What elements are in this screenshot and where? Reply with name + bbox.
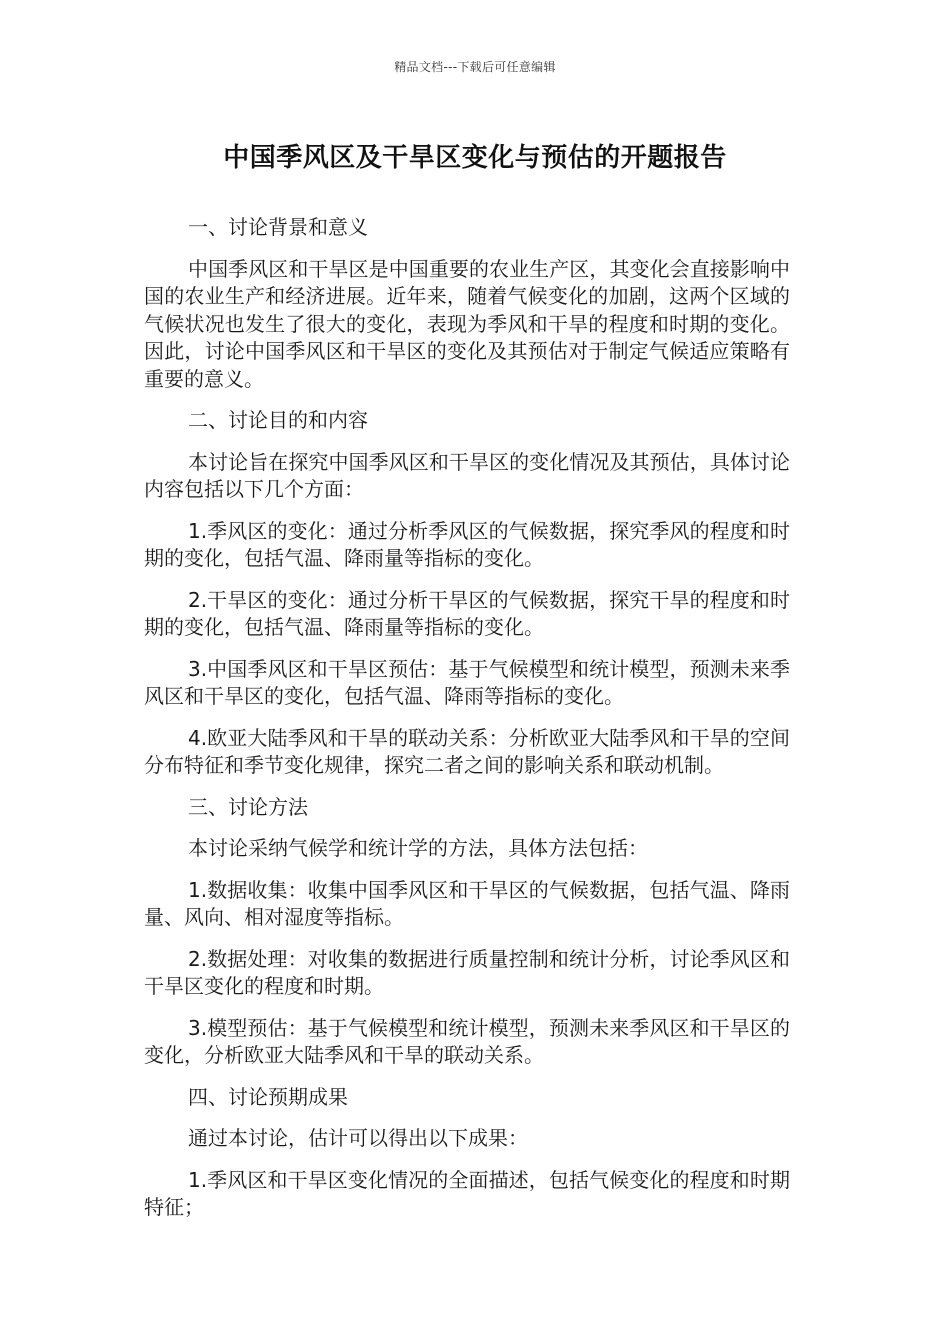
- list-item-outcomes-1: 1.季风区和干旱区变化情况的全面描述，包括气候变化的程度和时期特征；: [144, 1167, 790, 1219]
- section-heading-background: 一、讨论背景和意义: [188, 215, 368, 239]
- list-item-methods-2: 2.数据处理：对收集的数据进行质量控制和统计分析，讨论季风区和干旱区变化的程度和时期。: [144, 946, 790, 998]
- document-title: 中国季风区及干旱区变化与预估的开题报告: [223, 143, 727, 173]
- section-heading-outcomes: 四、讨论预期成果: [188, 1084, 348, 1109]
- list-item-purpose-1: 1.季风区的变化：通过分析季风区的气候数据，探究季风的程度和时期的变化，包括气温、降雨量等指标的变化。: [144, 518, 790, 570]
- paragraph-outcomes-intro: 通过本讨论，估计可以得出以下成果：: [188, 1126, 528, 1150]
- document-body: [144, 214, 790, 1222]
- paragraph-background: 中国季风区和干旱区是中国重要的农业生产区，其变化会直接影响中国的农业生产和经济进展。近年来，随着气候变化的加剧，这两个区域的气候状况也发生了很大的变化，表现为季风和干旱的程度和时期的变化。因此，讨论中国季风区和干旱区的变化及其预估对于制定气候适应策略有重要的意义。: [144, 256, 790, 391]
- list-item-methods-1: 1.数据收集：收集中国季风区和干旱区的气候数据，包括气温、降雨量、风向、相对湿度等指标。: [144, 877, 790, 929]
- paragraph-methods-intro: 本讨论采纳气候学和统计学的方法，具体方法包括：: [188, 836, 648, 860]
- list-item-purpose-3: 3.中国季风区和干旱区预估：基于气候模型和统计模型，预测未来季风区和干旱区的变化，包括气温、降雨等指标的变化。: [144, 656, 790, 708]
- paragraph-purpose-intro: 本讨论旨在探究中国季风区和干旱区的变化情况及其预估，具体讨论内容包括以下几个方面：: [144, 449, 790, 501]
- section-heading-purpose: 二、讨论目的和内容: [188, 408, 368, 432]
- list-item-methods-3: 3.模型预估：基于气候模型和统计模型，预测未来季风区和干旱区的变化，分析欧亚大陆季风和干旱的联动关系。: [144, 1015, 790, 1067]
- list-item-purpose-4: 4.欧亚大陆季风和干旱的联动关系：分析欧亚大陆季风和干旱的空间分布特征和季节变化规律，探究二者之间的影响关系和联动机制。: [144, 725, 790, 777]
- header-note: 精品文档---下载后可任意编辑: [394, 60, 556, 74]
- section-heading-methods: 三、讨论方法: [188, 794, 308, 819]
- list-item-purpose-2: 2.干旱区的变化：通过分析干旱区的气候数据，探究干旱的程度和时期的变化，包括气温、降雨量等指标的变化。: [144, 587, 790, 639]
